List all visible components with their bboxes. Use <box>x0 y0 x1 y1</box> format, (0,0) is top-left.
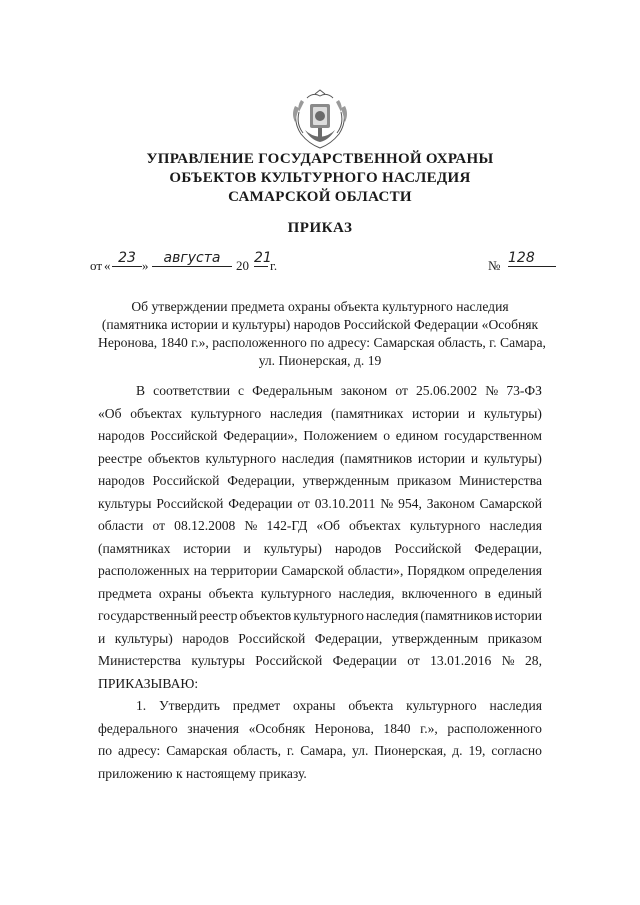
word: г. <box>286 743 295 758</box>
word: от <box>297 495 310 511</box>
quote-close: » <box>142 258 149 273</box>
org-name-line1: УПРАВЛЕНИЕ ГОСУДАРСТВЕННОЙ ОХРАНЫ <box>146 151 494 167</box>
word: наследия <box>269 405 323 421</box>
word: Российской <box>238 630 306 646</box>
text-line <box>98 628 542 651</box>
subject-line: (памятника истории и культуры) народов Российской Федерации «Особняк <box>101 317 539 332</box>
word: расположенного <box>447 720 542 736</box>
word: 1840 <box>383 720 411 736</box>
org-name-line2: ОБЪЕКТОВ КУЛЬТУРНОГО НАСЛЕДИЯ <box>169 170 471 186</box>
text-line <box>98 425 542 448</box>
word: культуры <box>191 653 245 668</box>
text-line <box>98 583 542 606</box>
word: Федерации <box>228 495 293 511</box>
word: едином <box>395 428 439 443</box>
text-line <box>98 448 542 471</box>
word: по <box>98 743 113 758</box>
text-line <box>98 740 542 763</box>
word: Порядком <box>407 563 465 578</box>
word: утвержденным <box>391 630 479 646</box>
order-body <box>98 380 542 785</box>
text-line <box>98 718 542 741</box>
word: Федеральным <box>252 383 333 398</box>
word: 19, <box>468 743 486 758</box>
text-line <box>98 493 542 516</box>
word: наследия <box>365 608 419 623</box>
word: (памятниках <box>330 405 404 421</box>
word: о <box>383 428 391 443</box>
word: 28, <box>524 653 542 668</box>
word: 1. <box>136 698 147 713</box>
word: согласно <box>491 743 542 758</box>
text-line <box>98 695 542 718</box>
date-month: августа <box>152 250 232 267</box>
word: значения <box>187 720 240 736</box>
word: и <box>470 450 479 466</box>
word: Самара, <box>300 743 347 758</box>
word: расположенных <box>98 563 190 578</box>
word: 25.06.2002 <box>416 383 478 398</box>
word: 954, <box>398 495 422 511</box>
word: культуры) <box>483 450 542 466</box>
date-prefix: от <box>90 258 103 273</box>
word: в <box>484 585 491 601</box>
word: реестре <box>98 450 143 466</box>
word: объектах <box>349 518 401 533</box>
word: Федерации, <box>227 473 295 488</box>
word: соответствии <box>153 383 230 398</box>
word: культурного <box>409 518 481 533</box>
word: № <box>485 383 499 398</box>
word: наследия <box>489 698 542 713</box>
word: Федерации», <box>223 428 298 443</box>
command-word: ПРИКАЗЫВАЮ: <box>98 675 199 691</box>
word: ул. <box>351 743 369 758</box>
word: охраны <box>293 698 336 713</box>
word: истории <box>412 405 460 421</box>
item-1-last-text: приложению к настоящему приказу. <box>98 765 307 781</box>
text-line <box>98 515 542 538</box>
order-subject <box>98 298 546 370</box>
date-year-suffix: 21 <box>254 250 272 266</box>
word: охраны <box>158 585 202 601</box>
word: Самарской <box>281 563 344 578</box>
word: Российской <box>150 428 218 443</box>
org-name-line3: САМАРСКОЙ ОБЛАСТИ <box>228 189 412 205</box>
word: от <box>395 383 408 398</box>
word: д. <box>452 743 463 758</box>
word: истории <box>417 450 466 466</box>
word: Положением <box>303 428 378 443</box>
word: наследия, <box>338 585 395 601</box>
word: культуры) <box>114 630 173 646</box>
preamble-paragraph <box>98 380 542 673</box>
word: Российской <box>152 473 220 488</box>
word: «Об <box>98 405 122 421</box>
word: территории <box>210 563 278 578</box>
word: Самарской <box>479 495 542 511</box>
word: 142-ГД <box>266 518 308 533</box>
word: г.», <box>420 720 438 736</box>
word: на <box>193 563 207 578</box>
word: народов <box>182 630 229 646</box>
word: № <box>501 653 515 668</box>
document-type-title: ПРИКАЗ <box>287 220 353 236</box>
word: Министерства <box>98 653 181 668</box>
word: объектов <box>147 450 200 466</box>
word: № <box>380 495 394 511</box>
word: объекта <box>208 585 254 601</box>
word: Федерации <box>332 653 397 668</box>
date-day: 23 <box>112 250 142 267</box>
word: 73-ФЗ <box>506 383 542 398</box>
word: и <box>98 630 106 646</box>
word: государственном <box>444 428 542 443</box>
text-line <box>98 538 542 561</box>
word: культуры) <box>483 405 542 421</box>
word: культурного <box>406 698 477 713</box>
word: единый <box>498 585 542 601</box>
word: Федерации, <box>474 540 542 556</box>
word: В <box>136 383 146 398</box>
word: (памятников <box>339 450 413 466</box>
word: включенного <box>401 585 478 601</box>
word: адресу: <box>117 743 161 758</box>
item-1-last-line <box>98 763 542 786</box>
word: объектов <box>239 608 292 623</box>
subject-line: Об утверждении предмета охраны объекта культурного наследия <box>131 299 509 314</box>
quote-open: « <box>104 258 111 273</box>
word: культурного <box>205 450 277 466</box>
order-number: 128 <box>508 250 556 267</box>
word: от <box>407 653 420 668</box>
word: область, <box>233 743 282 758</box>
word: народов <box>334 540 382 556</box>
word: и <box>243 540 251 556</box>
word: объектах <box>130 405 182 421</box>
word: культурного <box>190 405 262 421</box>
text-line <box>98 650 542 673</box>
word: культуры) <box>263 540 322 556</box>
word: Российской <box>255 653 323 668</box>
word: культурного <box>293 608 364 623</box>
word: государственный <box>98 608 198 623</box>
date-year-abbrev: г. <box>270 258 278 273</box>
word: Утвердить <box>159 698 220 713</box>
word: утвержденным <box>302 473 390 488</box>
word: Законом <box>426 495 475 511</box>
word: Российской <box>394 540 462 556</box>
word: законом <box>340 383 388 398</box>
word: Пионерская, <box>374 743 447 758</box>
word: истории <box>183 540 231 556</box>
word: области <box>98 518 144 533</box>
word: реестр <box>199 608 238 623</box>
coat-of-arms-emblem-icon <box>287 88 353 154</box>
word: (памятниках <box>98 540 171 556</box>
word: объекта <box>348 698 394 713</box>
word: и <box>467 405 476 421</box>
word: народов <box>98 473 145 488</box>
word: культуры <box>98 495 152 511</box>
command-line <box>98 673 542 696</box>
text-line <box>98 380 542 403</box>
word: «Об <box>316 518 340 533</box>
word: культурного <box>260 585 332 601</box>
text-line <box>98 403 542 426</box>
word: предмета <box>98 585 152 601</box>
word: приказом <box>487 630 542 646</box>
subject-line: ул. Пионерская, д. 19 <box>258 353 382 368</box>
word: области», <box>347 563 404 578</box>
word: 03.10.2011 <box>314 495 376 511</box>
word: федерального <box>98 720 178 736</box>
text-line <box>98 605 542 628</box>
word: Министерства <box>459 473 542 488</box>
item-1 <box>98 695 542 763</box>
date-number-line <box>90 250 550 278</box>
word: приказом <box>397 473 452 488</box>
word: № <box>244 518 258 533</box>
word: народов <box>98 428 145 443</box>
text-line <box>98 470 542 493</box>
word: Федерации, <box>314 630 383 646</box>
subject-line: Неронова, 1840 г.», расположенного по адресу: Самарская область, г. Самара, <box>98 335 546 350</box>
word: определения <box>468 563 542 578</box>
text-line <box>98 560 542 583</box>
word: истории <box>494 608 542 623</box>
word: наследия <box>281 450 335 466</box>
word: 13.01.2016 <box>430 653 492 668</box>
word: Российской <box>156 495 224 511</box>
word: с <box>238 383 245 398</box>
word: предмет <box>232 698 281 713</box>
date-year-prefix: 20 <box>236 258 249 273</box>
word: Неронова, <box>314 720 374 736</box>
number-sign: № <box>488 258 501 273</box>
word: (памятников <box>420 608 493 623</box>
word: от <box>152 518 166 533</box>
word: Самарская <box>166 743 228 758</box>
word: «Особняк <box>248 720 306 736</box>
word: 08.12.2008 <box>174 518 236 533</box>
word: наследия <box>489 518 542 533</box>
